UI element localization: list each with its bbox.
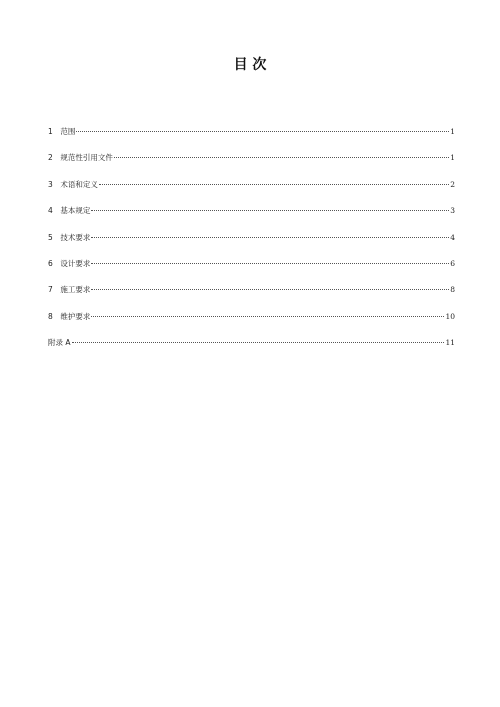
toc-entry-title: 术语和定义 [60,179,98,189]
toc-entry-construction-requirements[interactable] [48,282,455,308]
toc-entry-page: 11 [445,338,455,348]
toc-entry-number: 4 [48,206,53,216]
toc-entry-label [48,230,90,246]
toc-entry-title: 施工要求 [60,285,91,295]
toc-entry-scope[interactable] [48,124,455,150]
dot-leader [91,263,449,264]
toc-entry-label [48,203,90,219]
dot-leader [114,157,449,158]
toc-entry-title: 附录 A [48,338,71,348]
toc-entry-label [48,124,75,140]
toc-entry-number: 2 [48,153,53,163]
toc-entry-design-requirements[interactable] [48,256,455,282]
toc-entry-page: 1 [450,127,455,136]
toc-entry-label [48,177,98,193]
toc-entry-page: 8 [450,285,455,295]
toc-entry-title: 范围 [60,127,76,136]
dot-leader [91,210,449,211]
toc-entry-page: 1 [450,153,455,163]
toc-entry-page: 10 [445,311,455,321]
toc-entry-terms-definitions[interactable] [48,177,455,203]
toc-entry-number: 5 [48,232,53,242]
toc-entry-normative-references[interactable] [48,150,455,176]
dot-leader [91,316,444,317]
toc-entry-page: 4 [450,232,455,242]
toc-title: 目 次 [233,57,267,73]
toc-entry-number: 8 [48,311,53,321]
toc-entry-maintenance-requirements[interactable] [48,309,455,335]
dot-leader [91,237,449,238]
toc-entry-label [48,150,113,166]
toc-entry-label [48,335,71,351]
dot-leader [91,289,449,290]
toc-entry-technical-requirements[interactable] [48,230,455,256]
dot-leader [76,131,449,132]
toc-entry-number: 1 [48,127,53,136]
table-of-contents [48,124,455,362]
toc-entry-label [48,309,90,325]
toc-entry-title: 基本规定 [60,206,91,216]
dot-leader [72,342,445,343]
toc-entry-page: 3 [450,206,455,216]
toc-entry-page: 2 [450,179,455,189]
dot-leader [99,184,449,185]
toc-entry-page: 6 [450,258,455,268]
toc-entry-label [48,256,90,272]
toc-entry-title: 规范性引用文件 [60,153,113,163]
toc-entry-title: 技术要求 [60,232,91,242]
toc-entry-appendix-a[interactable] [48,335,455,361]
toc-entry-number: 3 [48,179,53,189]
toc-entry-number: 6 [48,258,53,268]
toc-entry-number: 7 [48,285,53,295]
toc-entry-label [48,282,90,298]
toc-entry-title: 设计要求 [60,258,91,268]
toc-entry-basic-provisions[interactable] [48,203,455,229]
toc-entry-title: 维护要求 [60,311,91,321]
